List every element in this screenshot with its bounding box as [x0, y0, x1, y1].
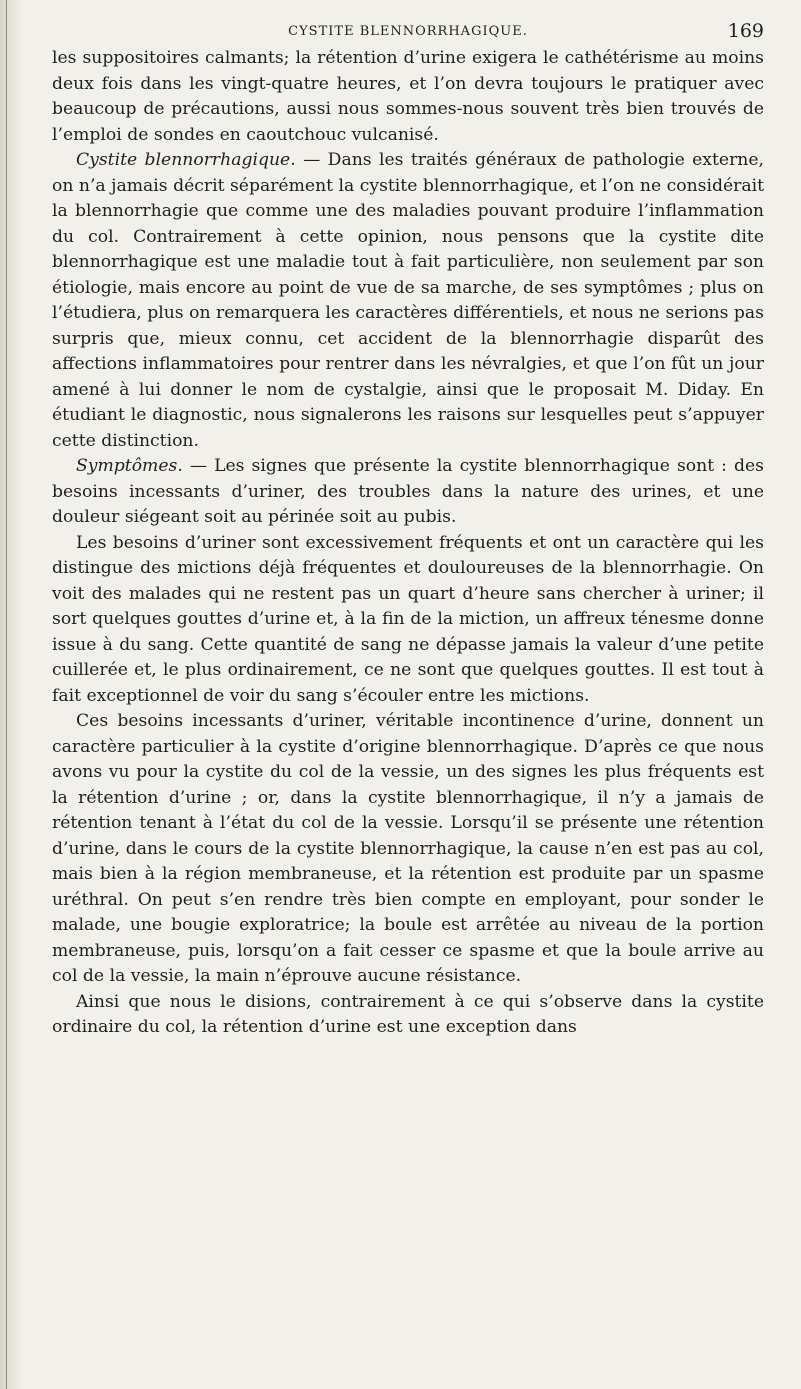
paragraph-text: Ainsi que nous le disions, contrairement à ce qui s’observe dans la cystite ordinaire du col, la rétention d’urine est une exception dans: [52, 991, 764, 1037]
paragraph-text: Les besoins d’uriner sont excessivement fréquents et ont un caractère qui les distingue des mictions déjà fréquentes et douloureuses de la blennorrhagie. On voit des malades qui ne restent pas un quart d’heure sans chercher à uriner; il sort quelques gouttes d’urine et, à la fin de la miction, un affreux ténesme donne issue à du sang. Cette quantité de sang ne dépasse jamais la valeur d’une petite cuillerée et, le plus ordinairement, ce ne sont que quelques gouttes. Il est tout à fait exceptionnel de voir du sang s’écouler entre les mictions.: [52, 532, 764, 706]
paragraph-text: — Les signes que présente la cystite blennorrhagique sont : des besoins incessants d’uriner, des troubles dans la nature des urines, et une douleur siégeant soit au périnée soit au pubis.: [52, 456, 764, 527]
page-binding-line: [6, 0, 7, 1389]
paragraph-text: — Dans les traités généraux de pathologie externe, on n’a jamais décrit séparément la cystite blennorrhagique, et l’on ne considérait la blennorrhagie que comme une des maladies pouvant produire l’inflammation du col. Contrairement à cette opinion, nous pensons que la cystite dite blennorrhagique est une maladie tout à fait particulière, non seulement par son étiologie, mais encore au point de vue de sa marche, de ses symptômes ; plus on l’étudiera, plus on remarquera les caractères différentiels, et nous ne serions pas surpris que, mieux connu, cet accident de la blennorrhagie disparût des affections inflammatoires pour rentrer dans les névralgies, et que l’on fût un jour amené à lui donner le nom de cystalgie, ainsi que le proposait M. Diday. En étudiant le diagnostic, nous signalerons les raisons sur lesquelles peut s’appuyer cette distinction.: [52, 150, 765, 451]
section-heading-symptomes: Symptômes.: [76, 456, 183, 476]
paragraph-text: Ces besoins incessants d’uriner, véritable incontinence d’urine, donnent un caractère particulier à la cystite d’origine blennorrhagique. D’après ce que nous avons vu pour la cystite du col de la vessie, un des signes les plus fréquents est la rétention d’urine ; or, dans la cystite blennorrhagique, il n’y a jamais de rétention tenant à l’état du col de la vessie. Lorsqu’il se présente une rétention d’urine, dans le cours de la cystite blennorrhagique, la cause n’en est pas au col, mais bien à la région membraneuse, et la rétention est produite par un spasme uréthral. On peut s’en rendre très bien compte en employant, pour sonder le malade, une bougie exploratrice; la boule est arrêtée au niveau de la portion membraneuse, puis, lorsqu’on a fait cesser ce spasme et que la boule arrive au col de la vessie, la main n’éprouve aucune résistance.: [52, 711, 764, 986]
paragraph-cystite: [52, 148, 764, 454]
paragraph-besoins: [52, 531, 764, 710]
body-text: [52, 46, 764, 1041]
paragraph-symptomes: [52, 454, 764, 531]
page-number: 169: [727, 20, 764, 42]
paragraph-continuation: [52, 46, 764, 148]
paragraph-incontinence: [52, 709, 764, 990]
running-title: CYSTITE BLENNORRHAGIQUE.: [288, 24, 528, 39]
section-heading-cystite: Cystite blennorrhagique.: [76, 150, 296, 170]
page-binding-shadow: [0, 0, 22, 1389]
paragraph-text: les suppositoires calmants; la rétention d’urine exigera le cathétérisme au moins deux fois dans les vingt-quatre heures, et l’on devra toujours le pratiquer avec beaucoup de précautions, aussi nous sommes-nous souvent très bien trouvés de l’emploi de sondes en caoutchouc vulcanisé.: [52, 48, 764, 145]
paragraph-conclusion: [52, 990, 764, 1041]
page-header: [52, 20, 764, 46]
book-page: [52, 20, 764, 1041]
